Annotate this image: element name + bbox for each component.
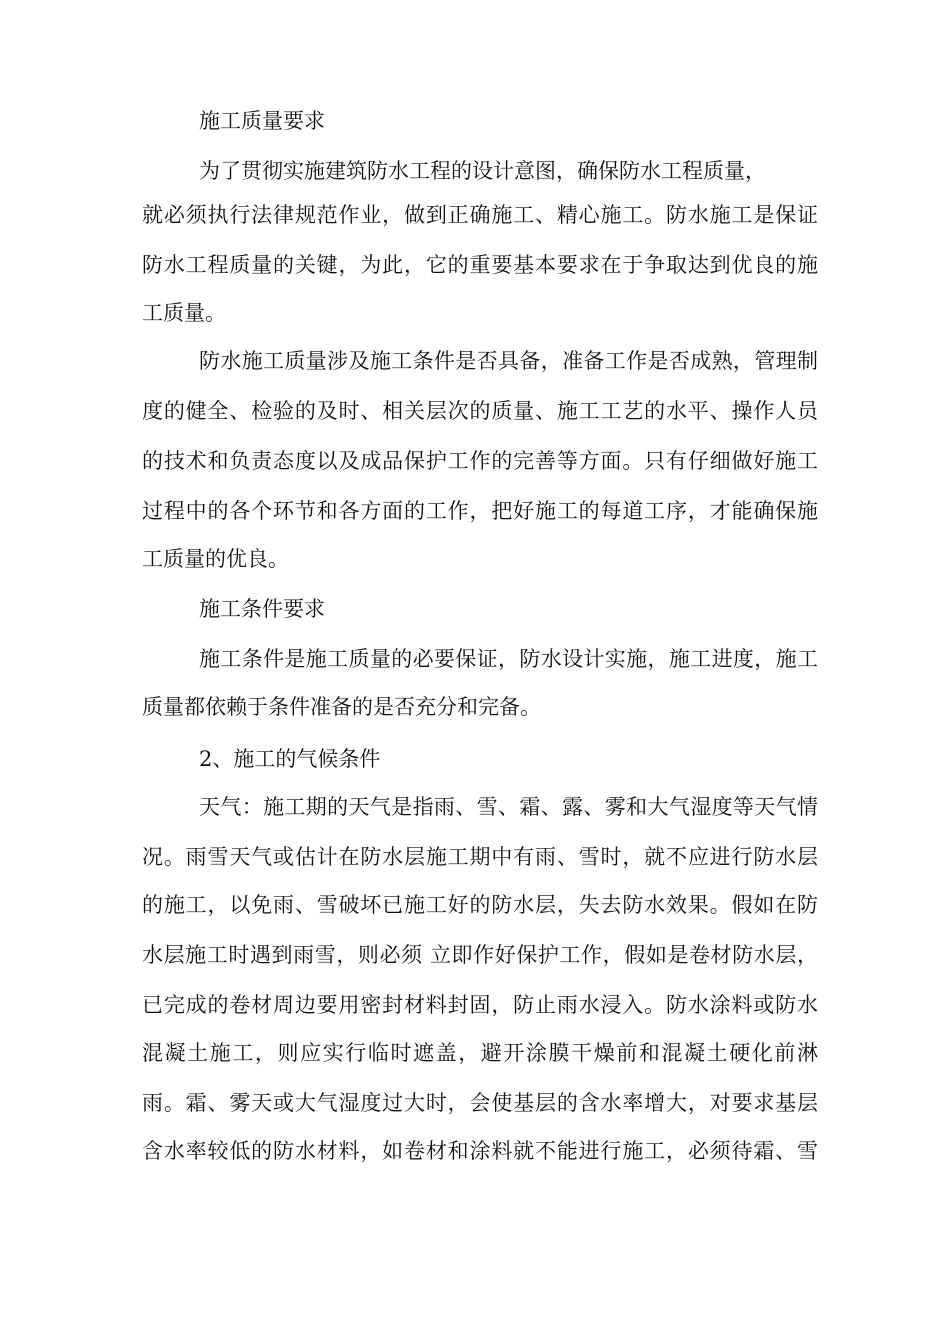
paragraph-line: 已完成的卷材周边要用密封材料封固，防止雨水浸入。防水涂料或防水 — [142, 993, 818, 1017]
paragraph-line: 度的健全、检验的及时、相关层次的质量、施工工艺的水平、操作人员 — [142, 399, 818, 423]
paragraph-line: 防水工程质量的关键，为此，它的重要基本要求在于争取达到优良的施 — [142, 253, 818, 277]
heading-condition-requirements: 施工条件要求 — [199, 597, 325, 621]
paragraph-line: 就必须执行法律规范作业，做到正确施工、精心施工。防水施工是保证 — [142, 203, 818, 227]
heading-climate-conditions: 2、施工的气候条件 — [199, 747, 381, 771]
paragraph-line: 为了贯彻实施建筑防水工程的设计意图，确保防水工程质量， — [199, 159, 766, 183]
paragraph-line: 质量都依赖于条件准备的是否充分和完备。 — [142, 695, 541, 719]
paragraph-line: 施工条件是施工质量的必要保证，防水设计实施，施工进度，施工 — [199, 647, 818, 671]
paragraph-line: 的技术和负责态度以及成品保护工作的完善等方面。只有仔细做好施工 — [142, 449, 818, 473]
paragraph-line: 的施工，以免雨、雪破坏已施工好的防水层，失去防水效果。假如在防 — [142, 893, 818, 917]
paragraph-line: 天气：施工期的天气是指雨、雪、霜、露、雾和大气湿度等天气情 — [199, 795, 818, 819]
paragraph-line: 防水施工质量涉及施工条件是否具备，准备工作是否成熟，管理制 — [199, 349, 818, 373]
paragraph-line: 工质量。 — [142, 301, 226, 325]
paragraph-line: 混凝土施工，则应实行临时遮盖，避开涂膜干燥前和混凝土硬化前淋 — [142, 1041, 818, 1065]
paragraph-line: 雨。霜、雾天或大气湿度过大时，会使基层的含水率增大，对要求基层 — [142, 1091, 818, 1115]
paragraph-line: 水层施工时遇到雨雪，则必须 立即作好保护工作，假如是卷材防水层， — [142, 943, 818, 967]
paragraph-line: 含水率较低的防水材料，如卷材和涂料就不能进行施工，必须待霜、雪 — [142, 1139, 818, 1163]
paragraph-line: 况。雨雪天气或估计在防水层施工期中有雨、雪时，就不应进行防水层 — [142, 845, 818, 869]
paragraph-line: 过程中的各个环节和各方面的工作，把好施工的每道工序，才能确保施 — [142, 499, 818, 523]
paragraph-line: 工质量的优良。 — [142, 547, 289, 571]
heading-quality-requirements: 施工质量要求 — [199, 109, 325, 133]
